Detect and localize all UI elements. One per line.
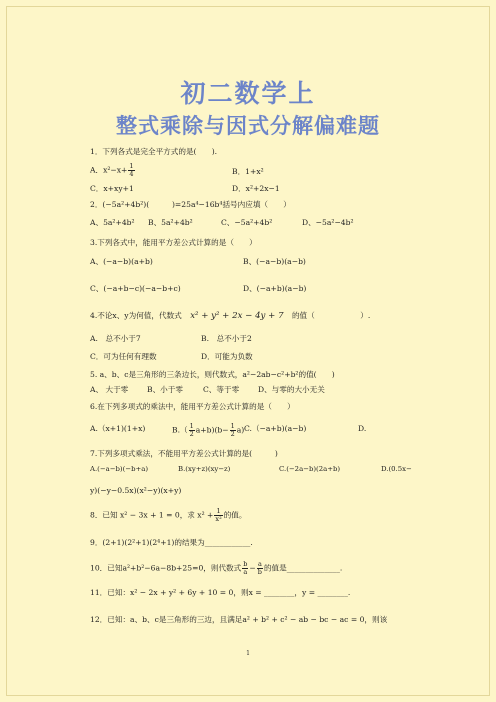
q7-option-b: B.(xy+z)(xy−z) <box>178 465 231 473</box>
q10-stem <box>90 561 342 576</box>
q5-stem: 5. a、b、c是三角形的三条边长，则代数式，a²−2ab−c²+b²的值( ) <box>90 370 335 379</box>
q2-stem: 2．(−5a²+4b²)( )=25a⁴−16b⁴括号内应填（ ） <box>90 200 291 209</box>
q1-option-c: C．x+xy+1 <box>90 184 134 193</box>
q3-option-a: A、(−a−b)(a+b) <box>90 257 153 266</box>
q4-expression: x² + y² + 2x − 4y + 7 <box>190 311 284 321</box>
q9-answer-blank: ____________ <box>204 538 251 547</box>
q8-stem <box>90 508 246 523</box>
fraction-denominator: b <box>257 568 262 576</box>
q7-option-d: D.(0.5x− <box>381 465 412 473</box>
fraction-numerator: 1 <box>129 162 134 170</box>
q10-fraction-1 <box>242 561 248 576</box>
q1-option-a-text: A．x²−x+ <box>90 165 128 175</box>
q7-continuation: y)(−y−0.5x)(x²−y)(x+y) <box>90 486 182 495</box>
q9-stem-text: 9．(2+1)(2²+1)(2⁴+1)的结果为 <box>90 538 205 547</box>
q5-option-c: C、等于零 <box>203 385 240 394</box>
fraction-numerator: a <box>257 560 262 568</box>
fraction-denominator: 2 <box>189 430 194 438</box>
q6-option-b-prefix: B.（ <box>172 425 188 435</box>
q10-minus: − <box>249 563 256 573</box>
q6-stem: 6.在下列多项式的乘法中，能用平方差公式计算的是（ ） <box>90 402 295 411</box>
q6-fraction-2 <box>230 423 236 438</box>
q1-stem: 1．下列各式是完全平方式的是( ). <box>90 147 218 156</box>
q10-stem-prefix: 10．已知a²+b²−6a−8b+25=0，则代数式 <box>90 563 242 573</box>
q2-option-d: D、−5a²−4b² <box>302 218 354 227</box>
fraction-numerator: 1 <box>214 508 222 516</box>
q6-option-c: C.（−a+b)(a−b) <box>244 424 307 433</box>
q3-option-c: C、(−a+b−c)(−a−b+c) <box>90 284 181 293</box>
q9-stem <box>90 537 253 549</box>
q1-option-a <box>90 163 136 178</box>
q11-stem: 11．已知：x² − 2x + y² + 6y + 10 = 0，则x = ________，y = ________. <box>90 588 351 597</box>
q4-stem-prefix: 4.不论x、y为何值，代数式 <box>90 311 182 320</box>
fraction-denominator: 2 <box>230 430 235 438</box>
q8-stem-suffix: 的值。 <box>223 510 247 520</box>
q4-option-a: A. 总不小于7 <box>90 334 141 343</box>
fraction-denominator: x² <box>215 515 222 523</box>
q6-option-d: D. <box>358 424 367 433</box>
q2-option-c: C、−5a²+4b² <box>221 218 273 227</box>
q3-option-d: D、(−a+b)(a−b) <box>243 284 307 293</box>
fraction-denominator: 4 <box>129 170 134 178</box>
fraction-numerator: 1 <box>230 422 235 430</box>
q6-option-b <box>172 423 244 438</box>
q12-stem: 12．已知：a、b、c是三角形的三边，且满足a² + b² + c² − ab − bc − ac = 0，则该 <box>90 615 388 624</box>
q7-option-a: A.(−a−b)(−b+a) <box>90 465 149 473</box>
fraction-numerator: b <box>243 560 248 568</box>
fraction-denominator: a <box>243 568 248 576</box>
q2-option-a: A、5a²+4b² <box>90 218 135 227</box>
q1-option-b: B．1+x² <box>232 167 264 176</box>
page-subtitle: 整式乘除与因式分解偏难题 <box>116 114 380 138</box>
q4-stem <box>90 310 370 322</box>
q6-option-b-suffix: a) <box>236 425 245 435</box>
q4-option-c: C．可为任何有理数 <box>90 352 157 361</box>
q6-option-a: A.（x+1)(1+x) <box>90 424 146 433</box>
q6-fraction-1 <box>189 423 195 438</box>
q5-option-a: A、 大于零 <box>90 385 129 394</box>
q1-option-d: D．x²+2x−1 <box>232 184 280 193</box>
q8-stem-prefix: 8．已知 x² − 3x + 1 = 0，求 x² + <box>90 510 214 520</box>
q10-stem-suffix: 的值是______________. <box>263 563 343 573</box>
q3-option-b: B、(−a−b)(a−b) <box>243 257 306 266</box>
q3-stem: 3.下列各式中，能用平方差公式计算的是（ ） <box>90 238 257 247</box>
page-number: 1 <box>246 650 250 657</box>
q10-fraction-2 <box>257 561 263 576</box>
fraction-numerator: 1 <box>189 422 194 430</box>
q6-option-b-middle: a+b)(b− <box>195 425 229 435</box>
q5-option-d: D、与零的大小无关 <box>258 385 325 394</box>
page-title: 初二数学上 <box>180 79 316 108</box>
q7-option-c: C.(−2a−b)(2a+b) <box>279 465 341 473</box>
q7-stem: 7.下列多项式乘法，不能用平方差公式计算的是( ) <box>90 449 278 458</box>
q4-option-d: D．可能为负数 <box>201 352 253 361</box>
q9-stem-end: . <box>250 538 253 547</box>
q4-option-b: B. 总不小于2 <box>201 334 252 343</box>
q1-option-a-fraction <box>128 163 134 178</box>
q8-fraction <box>214 508 222 523</box>
q2-option-b: B、5a²+4b² <box>148 218 193 227</box>
q4-stem-suffix: 的值（ ）. <box>291 311 371 320</box>
q5-option-b: B、小于零 <box>147 385 183 394</box>
